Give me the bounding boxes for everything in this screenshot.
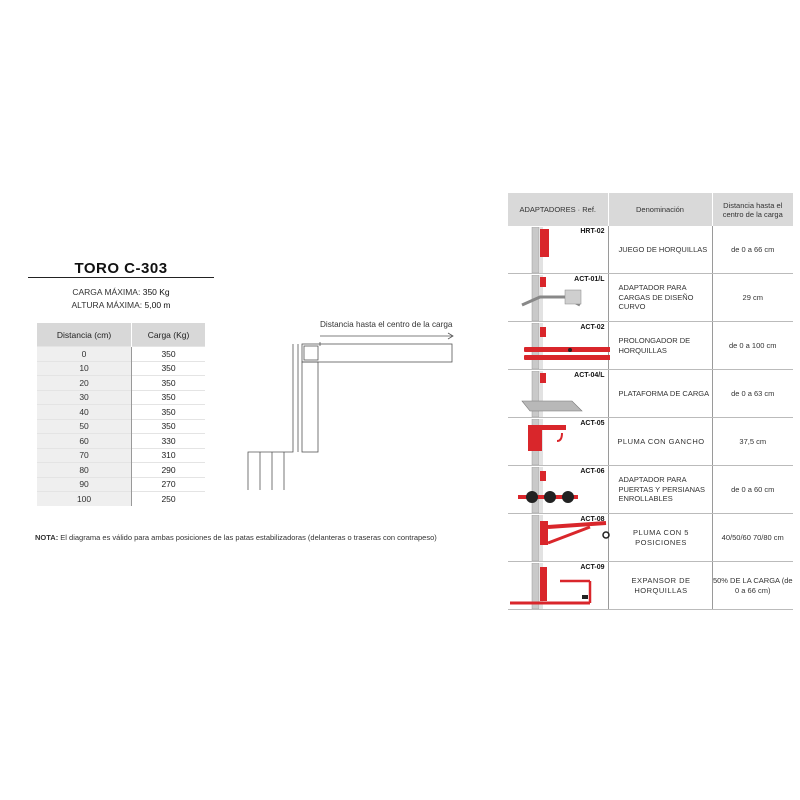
load-distance-cell: 30 [37, 390, 132, 405]
adapter-name: ADAPTADOR PARA CARGAS DE DISEÑO CURVO [608, 274, 712, 322]
load-value-cell: 310 [132, 448, 205, 463]
adapter-row [508, 274, 793, 322]
adapter-image-cell [508, 514, 608, 562]
adapter-image-cell [508, 322, 608, 370]
adapter-ref: ACT-02 [580, 324, 605, 331]
load-distance-cell: 40 [37, 405, 132, 420]
carriage-box [304, 346, 318, 360]
load-value-cell: 350 [132, 347, 205, 362]
adapter-name: JUEGO DE HORQUILLAS [608, 226, 712, 274]
load-table-row [37, 419, 205, 434]
load-table-row [37, 376, 205, 391]
load-header-load: Carga (Kg) [132, 323, 205, 347]
load-table [37, 323, 205, 506]
adapter-name: ADAPTADOR PARA PUERTAS Y PERSIANAS ENROLLABLES [608, 466, 712, 514]
load-table-row [37, 492, 205, 506]
adapter-image-cell [508, 226, 608, 274]
adapter-image-cell [508, 274, 608, 322]
adapters-table [508, 193, 793, 610]
load-value-cell: 350 [132, 361, 205, 376]
max-load-label: CARGA MÁXIMA: [72, 287, 141, 297]
adapter-row [508, 466, 793, 514]
adapter-ref: ACT-04/L [574, 372, 605, 379]
adapter-ref: ACT-01/L [574, 276, 605, 283]
adapter-row [508, 418, 793, 466]
load-table-row [37, 434, 205, 449]
max-height-spec [28, 300, 214, 310]
adapter-image-cell [508, 418, 608, 466]
adapter-row [508, 370, 793, 418]
adapter-distance: 40/50/60 70/80 cm [712, 514, 793, 562]
load-table-row [37, 448, 205, 463]
adapter-name: EXPANSOR DE HORQUILLAS [608, 562, 712, 610]
adapter-name: PLUMA CON 5 POSICIONES [608, 514, 712, 562]
note [35, 533, 437, 542]
load-value-cell: 350 [132, 390, 205, 405]
adapter-ref: ACT-06 [580, 468, 605, 475]
load-distance-cell: 20 [37, 376, 132, 391]
load-header-distance: Distancia (cm) [37, 323, 132, 347]
load-table-row [37, 405, 205, 420]
title-divider [28, 277, 214, 278]
adapter-name: PLUMA CON GANCHO [608, 418, 712, 466]
load-table-row [37, 361, 205, 376]
load-value-cell: 350 [132, 376, 205, 391]
adapter-row [508, 562, 793, 610]
adapters-header-name: Denominación [608, 193, 712, 226]
adapter-distance: 37,5 cm [712, 418, 793, 466]
adapter-distance: de 0 a 66 cm [712, 226, 793, 274]
load-distance-cell: 50 [37, 419, 132, 434]
diagram-label: Distancia hasta el centro de la carga [320, 320, 453, 329]
adapter-image-cell [508, 466, 608, 514]
load-value-cell: 350 [132, 405, 205, 420]
adapter-ref: HRT-02 [580, 228, 605, 235]
product-title: TORO C-303 [74, 260, 168, 277]
adapter-distance: de 0 a 60 cm [712, 466, 793, 514]
load-distance-cell: 0 [37, 347, 132, 362]
fork-arm [302, 344, 452, 362]
adapter-ref: ACT-05 [580, 420, 605, 427]
load-distance-cell: 60 [37, 434, 132, 449]
load-value-cell: 270 [132, 477, 205, 492]
max-load-spec [28, 287, 214, 297]
adapter-name: PLATAFORMA DE CARGA [608, 370, 712, 418]
load-value-cell: 350 [132, 419, 205, 434]
adapter-name: PROLONGADOR DE HORQUILLAS [608, 322, 712, 370]
load-diagram [240, 312, 460, 497]
load-table-row [37, 463, 205, 478]
note-label: NOTA: [35, 533, 59, 542]
adapter-row [508, 322, 793, 370]
adapter-row [508, 226, 793, 274]
adapter-distance: 50% DE LA CARGA (de 0 a 66 cm) [712, 562, 793, 610]
max-load-value: 350 Kg [142, 287, 170, 297]
adapter-row [508, 514, 793, 562]
adapter-distance: de 0 a 100 cm [712, 322, 793, 370]
max-height-label: ALTURA MÁXIMA: [71, 300, 143, 310]
adapter-distance: 29 cm [712, 274, 793, 322]
load-distance-cell: 70 [37, 448, 132, 463]
load-value-cell: 330 [132, 434, 205, 449]
max-height-value: 5,00 m [144, 300, 171, 310]
adapter-image-cell [508, 562, 608, 610]
load-distance-cell: 10 [37, 361, 132, 376]
load-distance-cell: 90 [37, 477, 132, 492]
load-distance-cell: 80 [37, 463, 132, 478]
load-distance-cell: 100 [37, 492, 132, 506]
adapters-header-ref: ADAPTADORES · Ref. [508, 193, 608, 226]
load-table-row [37, 477, 205, 492]
adapter-ref: ACT-08 [580, 516, 605, 523]
adapters-header-distance: Distancia hasta el centro de la carga [712, 193, 793, 226]
load-table-row [37, 390, 205, 405]
adapter-ref: ACT-09 [580, 564, 605, 571]
note-text: El diagrama es válido para ambas posiciones de las patas estabilizadoras (delanteras o traseras con contrapeso) [60, 533, 437, 542]
mast-column [302, 362, 318, 452]
adapter-distance: de 0 a 63 cm [712, 370, 793, 418]
load-value-cell: 290 [132, 463, 205, 478]
mast-outline [248, 344, 293, 490]
adapter-image-cell [508, 370, 608, 418]
load-table-row [37, 347, 205, 362]
load-value-cell: 250 [132, 492, 205, 506]
